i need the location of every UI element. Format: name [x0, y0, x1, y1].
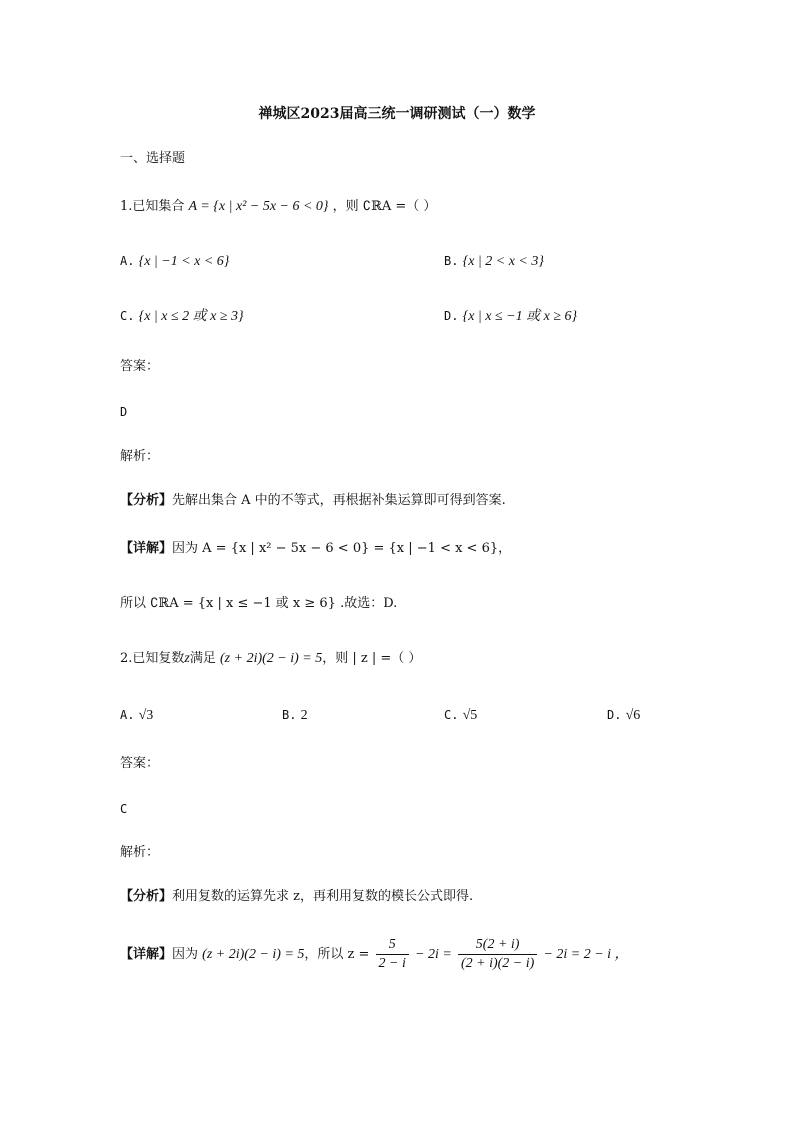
q1-stem: [120, 198, 436, 216]
q1-stem-suffix: ，则 ∁ℝA =（ ）: [332, 199, 437, 214]
q2-answer: C: [120, 802, 128, 816]
q2-fraction-1-numerator: 5: [376, 936, 409, 955]
q2-option-c-text: √5: [462, 708, 478, 723]
q2-option-c: [444, 706, 477, 725]
q2-condition: (z + 2i)(2 − i) = 5: [220, 651, 323, 666]
q1-analysis-label: 解析：: [120, 449, 160, 464]
q2-option-d-text: √6: [625, 708, 641, 723]
q1-option-a: [120, 252, 229, 271]
q2-fraction-2-numerator: 5(2 + i): [458, 936, 537, 955]
q1-set-definition: A = {x | x² − 5x − 6 < 0}: [188, 199, 329, 214]
q2-analysis-tag: 【分析】: [120, 889, 173, 904]
q2-fraction-2: [458, 936, 537, 973]
q2-fraction-1-denominator: 2 − i: [378, 956, 406, 971]
q2-stem: [120, 650, 421, 668]
q1-detail: [120, 540, 511, 558]
q2-fraction-2-denominator: (2 + i)(2 − i): [460, 956, 535, 971]
q1-option-b-text: {x | 2 < x < 3}: [462, 254, 544, 269]
q2-detail-tail: − 2i = 2 − i ，: [543, 947, 629, 962]
q1-option-b: [444, 252, 544, 271]
q1-detail-conclusion: 所以 ∁ℝA = {x | x ≤ −1 或 x ≥ 6} .故选：D.: [120, 596, 398, 611]
q2-analysis: [120, 888, 473, 906]
q1-stem-prefix: 1.已知集合: [120, 199, 185, 214]
q2-fraction-1: [376, 936, 409, 973]
q1-option-c-text: {x | x ≤ 2 或 x ≥ 3}: [138, 309, 244, 324]
q2-stem-suffix: ，则 | z | =（ ）: [322, 651, 422, 666]
q2-option-b-text: 2: [300, 708, 308, 723]
q1-answer-label: 答案：: [120, 359, 160, 374]
q2-option-a: [120, 706, 153, 725]
q1-analysis-tag: 【分析】: [120, 493, 173, 508]
q1-option-d: [444, 307, 577, 326]
q2-detail-mid: ，所以 z =: [304, 947, 370, 962]
q1-option-c: [120, 307, 244, 326]
q1-analysis: [120, 492, 506, 510]
q1-option-c-label: C.: [120, 309, 135, 323]
q2-detail-minus: − 2i =: [415, 947, 452, 962]
q1-analysis-text: 先解出集合 A 中的不等式，再根据补集运算即可得到答案.: [172, 493, 506, 508]
q1-option-d-text: {x | x ≤ −1 或 x ≥ 6}: [462, 309, 578, 324]
q2-detail-tag: 【详解】: [120, 947, 173, 962]
section-heading: 一、选择题: [120, 151, 186, 166]
q2-option-d: [607, 706, 640, 725]
q2-answer-label: 答案：: [120, 756, 160, 771]
q2-option-d-label: D.: [607, 708, 622, 722]
q2-analysis-text: 利用复数的运算先求 z，再利用复数的模长公式即得.: [172, 889, 474, 904]
q1-detail-text: 因为 A = {x | x² − 5x − 6 < 0} = {x | −1 < x < 6}，: [172, 541, 512, 556]
q2-detail-pre: 因为: [172, 947, 199, 962]
q2-option-b-label: B.: [282, 708, 297, 722]
q2-option-b: [282, 706, 308, 725]
q1-answer: D: [120, 405, 128, 419]
q2-option-a-text: √3: [138, 708, 154, 723]
q2-option-c-label: C.: [444, 708, 459, 722]
q1-option-b-label: B.: [444, 254, 459, 268]
q1-option-a-label: A.: [120, 254, 135, 268]
q1-option-d-label: D.: [444, 309, 459, 323]
q2-detail: [120, 936, 629, 973]
q2-stem-prefix: 2.已知复数: [120, 651, 185, 666]
q2-stem-mid: 满足: [189, 651, 216, 666]
q2-variable: z: [184, 651, 190, 666]
q2-analysis-label: 解析：: [120, 845, 160, 860]
q1-detail-tag: 【详解】: [120, 541, 173, 556]
q2-option-a-label: A.: [120, 708, 135, 722]
q2-detail-condition: (z + 2i)(2 − i) = 5: [202, 947, 305, 962]
q1-option-a-text: {x | −1 < x < 6}: [138, 254, 230, 269]
page-title: 禅城区2023届高三统一调研测试（一）数学: [258, 106, 536, 122]
